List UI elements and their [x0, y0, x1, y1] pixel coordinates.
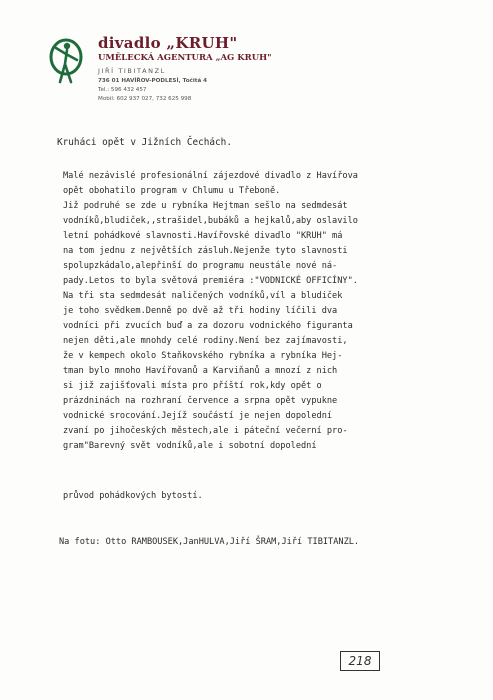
- page-number: 218: [348, 654, 372, 668]
- body-line: vodníků,bludiček,,strašidel,bubáků a hejkalů,aby oslavilo: [63, 216, 358, 226]
- body-line: tman bylo mnoho Havířovanů a Karviňanů a mnozí z nich: [63, 366, 338, 376]
- body-line: letní pohádkové slavnosti.Havířovské divadlo "KRUH" má: [63, 231, 343, 241]
- body-line: na tom jednu z největších zásluh.Nejenže tyto slavnosti: [63, 246, 348, 256]
- body-line: spolupzkádalo,alepřinší do programu neustále nové ná-: [63, 261, 338, 271]
- body-line: že v kempech okolo Staňkovského rybníka a rybníka Hej-: [63, 351, 343, 361]
- body-line: Malé nezávislé profesionální zájezdové divadlo z Havířova: [63, 171, 358, 181]
- body-line: vodnické srocování.Jejíž součástí je nejen dopolední: [63, 411, 333, 421]
- body-line: gram"Barevný svět vodníků,ale i sobotní dopolední: [63, 441, 317, 451]
- letterhead: [98, 35, 338, 104]
- body-line: Na tři sta sedmdesát naličených vodníků,víl a bludiček: [63, 291, 343, 301]
- body-line: zvaní po jihočeských městech,ale i páteční večerní pro-: [63, 426, 348, 436]
- theatre-name: divadlo „KRUH": [98, 34, 238, 52]
- agency-name: UMĚLECKÁ AGENTURA „AG KRUH": [98, 53, 272, 63]
- body-line: nejen děti,ale mnohdy celé rodiny.Není bez zajímavosti,: [63, 336, 348, 346]
- body-line: si již zajišťovali místa pro příští rok,kdy opět o: [63, 381, 322, 391]
- closing-line: průvod pohádkových bytostí.: [63, 491, 203, 501]
- kruh-logo-icon: [46, 36, 86, 86]
- page-number-box: [340, 651, 380, 671]
- article-heading: Kruháci opět v Jižních Čechách.: [57, 137, 232, 148]
- mobile: Mobil: 602 937 027, 732 625 998: [98, 96, 192, 102]
- body-line: Již podruhé se zde u rybníka Hejtman sešlo na sedmdesát: [63, 201, 348, 211]
- body-line: pady.Letos to byla světová premiéra :"VODNICKÉ OFFICÍNY".: [63, 276, 358, 286]
- body-line: prázdninách na rozhraní července a srpna opět vypukne: [63, 396, 338, 406]
- body-line: vodníci při zvucích buď a za dozoru vodnického figuranta: [63, 321, 353, 331]
- body-line: je toho svědkem.Denně po dvě až tři hodiny líčili dva: [63, 306, 338, 316]
- photo-credits: Na fotu: Otto RAMBOUSEK,JanHULVA,Jiří ŠRAM,Jiří TIBITANZL.: [59, 537, 360, 547]
- address: 736 01 HAVÍŘOV-PODLESÍ, Točitá 4: [98, 78, 208, 84]
- telephone: Tel.: 596 432 457: [98, 87, 147, 93]
- body-line: opět obohatilo program v Chlumu u Třeboně.: [63, 186, 281, 196]
- article-body: [63, 169, 463, 454]
- director-name: JIŘÍ TIBITANZL: [98, 67, 166, 75]
